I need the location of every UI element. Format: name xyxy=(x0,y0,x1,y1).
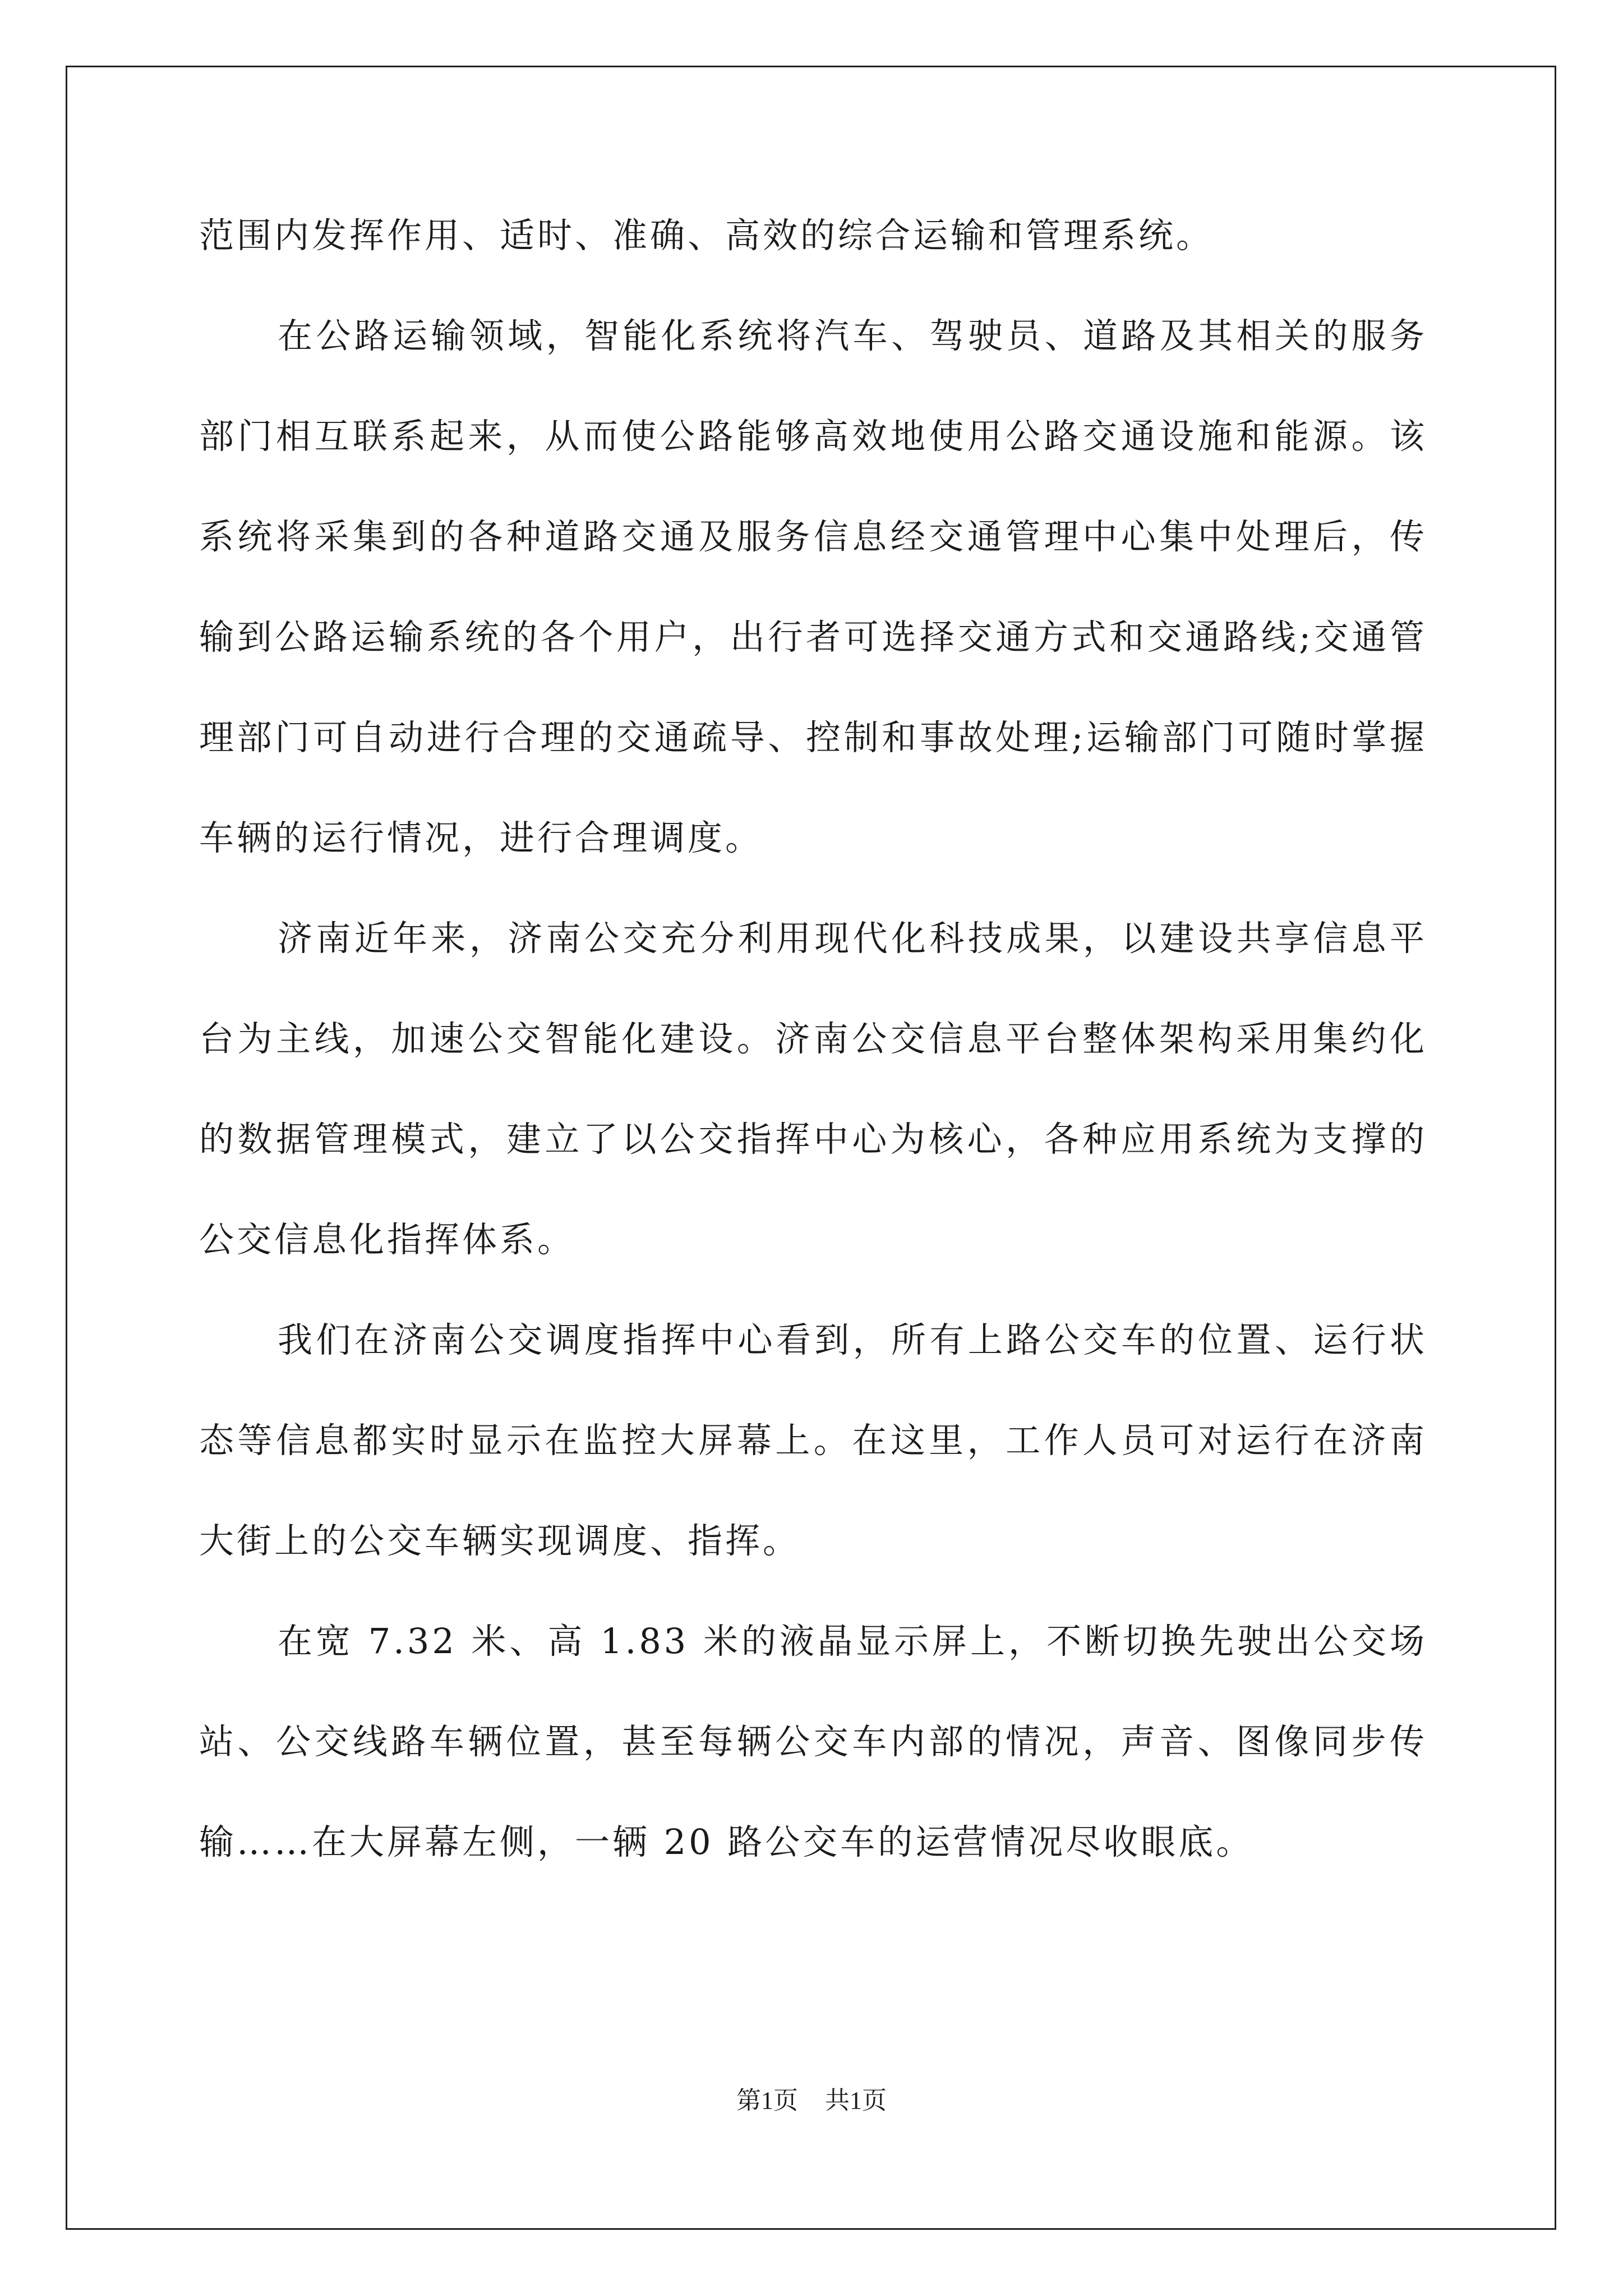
paragraph-4: 我们在济南公交调度指挥中心看到，所有上路公交车的位置、运行状态等信息都实时显示在监控大屏幕上。在这里，工作人员可对运行在济南大街上的公交车辆实现调度、指挥。 xyxy=(199,1319,1427,1561)
paragraph-3: 济南近年来，济南公交充分利用现代化科技成果，以建设共享信息平台为主线，加速公交智能化建设。济南公交信息平台整体架构采用集约化的数据管理模式，建立了以公交指挥中心为核心，各种应用系统为支撑的公交信息化指挥体系。 xyxy=(199,918,1427,1260)
page-footer xyxy=(0,2080,1623,2116)
paragraph-1: 范围内发挥作用、适时、准确、高效的综合运输和管理系统。 xyxy=(199,215,1214,256)
document-body xyxy=(199,185,1427,1892)
paragraph-2: 在公路运输领域，智能化系统将汽车、驾驶员、道路及其相关的服务部门相互联系起来，从而使公路能够高效地使用公路交通设施和能源。该系统将采集到的各种道路交通及服务信息经交通管理中心集中处理后，传输到公路运输系统的各个用户，出行者可选择交通方式和交通路线;交通管理部门可自动进行合理的交通疏导、控制和事故处理;运输部门可随时掌握车辆的运行情况，进行合理调度。 xyxy=(199,315,1427,858)
paragraph-5: 在宽 7.32 米、高 1.83 米的液晶显示屏上，不断切换先驶出公交场站、公交线路车辆位置，甚至每辆公交车内部的情况，声音、图像同步传输……在大屏幕左侧，一辆 20 路公交车的运营情况尽收眼底。 xyxy=(199,1621,1427,1862)
page-total: 共1页 xyxy=(825,2087,887,2114)
page-number: 第1页 xyxy=(736,2087,798,2114)
